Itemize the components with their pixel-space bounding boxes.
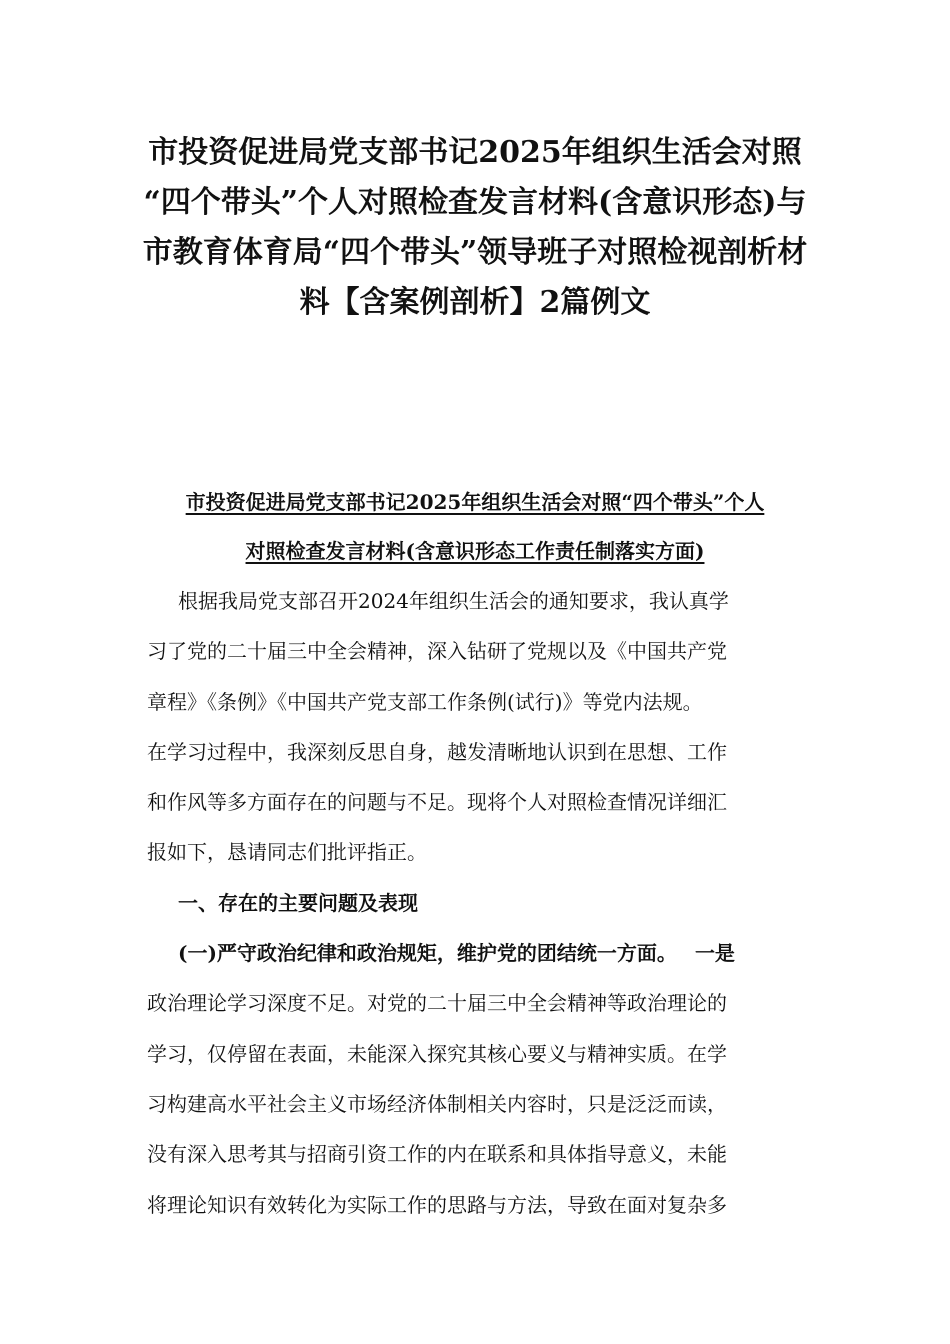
article-title (140, 478, 810, 576)
intro-line: 习了党的二十届三中全会精神，深入钻研了党规以及《中国共产党 (147, 639, 727, 664)
body-line: 将理论知识有效转化为实际工作的思路与方法，导致在面对复杂多 (147, 1192, 727, 1217)
article-title-text: 市投资促进局党支部书记2025年组织生活会对照“四个带头”个人 (185, 490, 765, 514)
subsection-line (147, 928, 817, 978)
article-title-line (140, 527, 810, 576)
article-title-text: 对照检查发言材料(含意识形态工作责任制落实方面) (245, 539, 705, 563)
main-title-line: 料【含案例剖析】2篇例文 (299, 285, 651, 320)
document-main-title (140, 128, 810, 328)
body-line: 政治理论学习深度不足。对党的二十届三中全会精神等政治理论的 (147, 991, 727, 1016)
article-body (147, 576, 817, 1230)
body-line: 没有深入思考其与招商引资工作的内在联系和具体指导意义，未能 (147, 1142, 727, 1167)
main-title-line: 市投资促进局党支部书记2025年组织生活会对照 (148, 135, 802, 170)
subsection-heading: (一)严守政治纪律和政治规矩，维护党的团结统一方面。 (178, 941, 677, 966)
article-title-line (140, 478, 810, 527)
intro-line: 在学习过程中，我深刻反思自身，越发清晰地认识到在思想、工作 (147, 739, 727, 764)
intro-line: 章程》《条例》《中国共产党支部工作条例(试行)》等党内法规。 (147, 689, 703, 714)
main-title-line: 市教育体育局“四个带头”领导班子对照检视剖析材 (142, 235, 808, 270)
body-line: 学习，仅停留在表面，未能深入探究其核心要义与精神实质。在学 (147, 1041, 727, 1066)
main-title-line: “四个带头”个人对照检查发言材料(含意识形态)与 (143, 185, 807, 220)
intro-line: 报如下，恳请同志们批评指正。 (147, 840, 427, 865)
intro-line: 和作风等多方面存在的问题与不足。现将个人对照检查情况详细汇 (147, 790, 727, 815)
intro-line: 根据我局党支部召开2024年组织生活会的通知要求，我认真学 (178, 589, 729, 613)
subsection-lead: 一是 (694, 941, 735, 966)
section-heading: 一、存在的主要问题及表现 (178, 890, 418, 915)
body-line: 习构建高水平社会主义市场经济体制相关内容时，只是泛泛而读， (147, 1091, 727, 1116)
